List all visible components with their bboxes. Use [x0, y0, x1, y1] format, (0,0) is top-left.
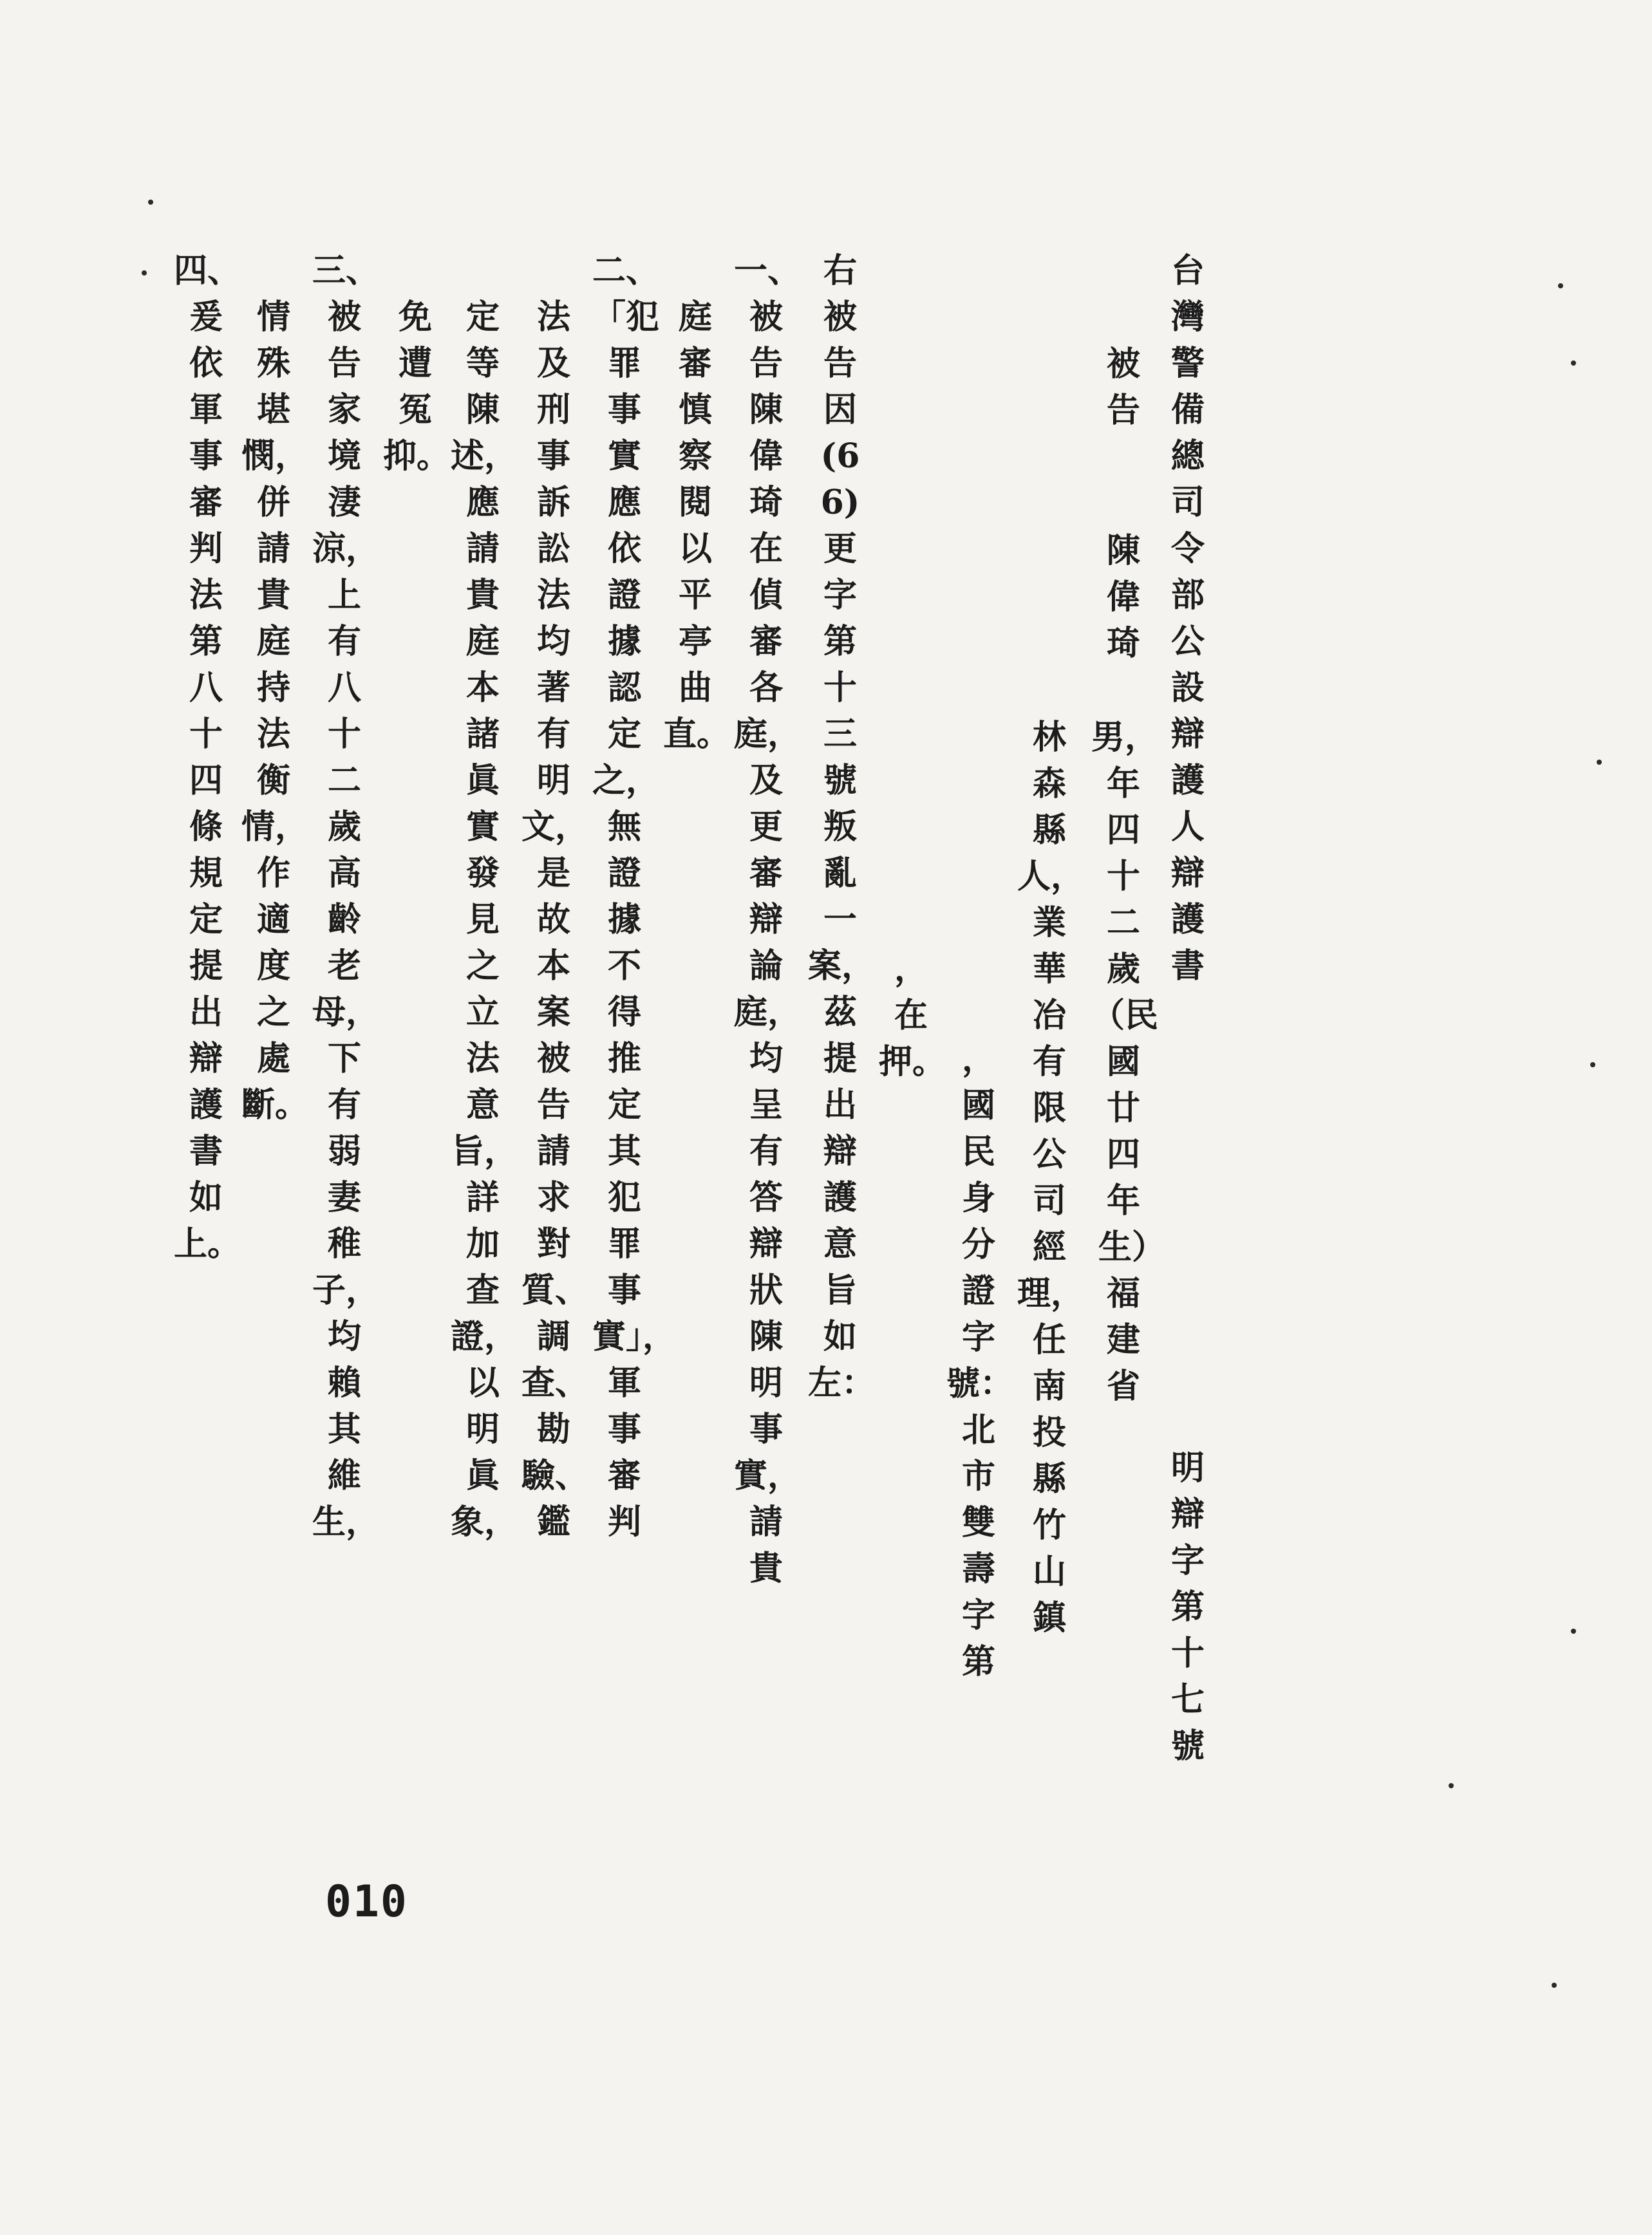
defendant-details-1: 男，年四十二歲（民國廿四年生）福建省	[1091, 718, 1159, 1406]
scan-speck	[148, 200, 153, 205]
defendant-details-2: 林森縣人，業華冶有限公司經理，任南投縣竹山鎮	[1017, 718, 1085, 1638]
point-4: 四、爰依軍事審判法第八十四條規定提出辯護書如上。	[174, 251, 241, 1264]
scan-speck	[142, 270, 147, 276]
defendant-label: 被 告	[1106, 344, 1174, 430]
point-2-line-4: 免遭冤抑。	[383, 297, 451, 476]
case-number: 明辯字第十七號	[1170, 1448, 1205, 1766]
scan-speck	[1558, 283, 1563, 288]
point-2-line-1: 二、「犯罪事實應依證據認定之，無證據不得推定其犯罪事實」，軍事審判	[592, 251, 677, 1542]
scan-speck	[1552, 1983, 1557, 1988]
point-2-line-2: 法及刑事訴訟法均著有明文，是故本案被告請求對質、調查、勘驗、鑑	[521, 297, 589, 1542]
scan-speck	[1449, 1783, 1454, 1788]
custody-status: ，在押。	[879, 949, 946, 1081]
defendant-details-3: ，國民身分證字號：北市雙壽字第	[946, 1040, 1014, 1681]
point-3-line-2: 情殊堪憫，併請貴庭持法衡情，作適度之處斷。	[241, 297, 309, 1125]
intro-paragraph: 右被告因(66)更字第十三號叛亂一案，茲提出辯護意旨如左：	[808, 251, 876, 1403]
point-3-line-1: 三、被告家境淒涼，上有八十二歲高齡老母，下有弱妻稚子，均賴其維生，	[312, 251, 380, 1542]
point-2-line-3: 定等陳述，應請貴庭本諸眞實發見之立法意旨，詳加查證，以明眞象，	[451, 297, 518, 1542]
defendant-name: 陳偉琦	[1106, 531, 1140, 663]
scan-speck	[1571, 360, 1576, 366]
scan-speck	[1597, 760, 1602, 765]
point-1-line-2: 庭審慎察閱以平亭曲直。	[663, 297, 731, 754]
scan-speck	[1590, 1062, 1595, 1067]
scan-speck	[1571, 1629, 1576, 1634]
document-title: 台灣警備總司令部公設辯護人辯護書	[1170, 251, 1205, 986]
point-1-line-1: 一、被告陳偉琦在偵審各庭，及更審辯論庭，均呈有答辯狀陳明事實，請貴	[734, 251, 802, 1588]
page-number: 010	[325, 1876, 408, 1927]
